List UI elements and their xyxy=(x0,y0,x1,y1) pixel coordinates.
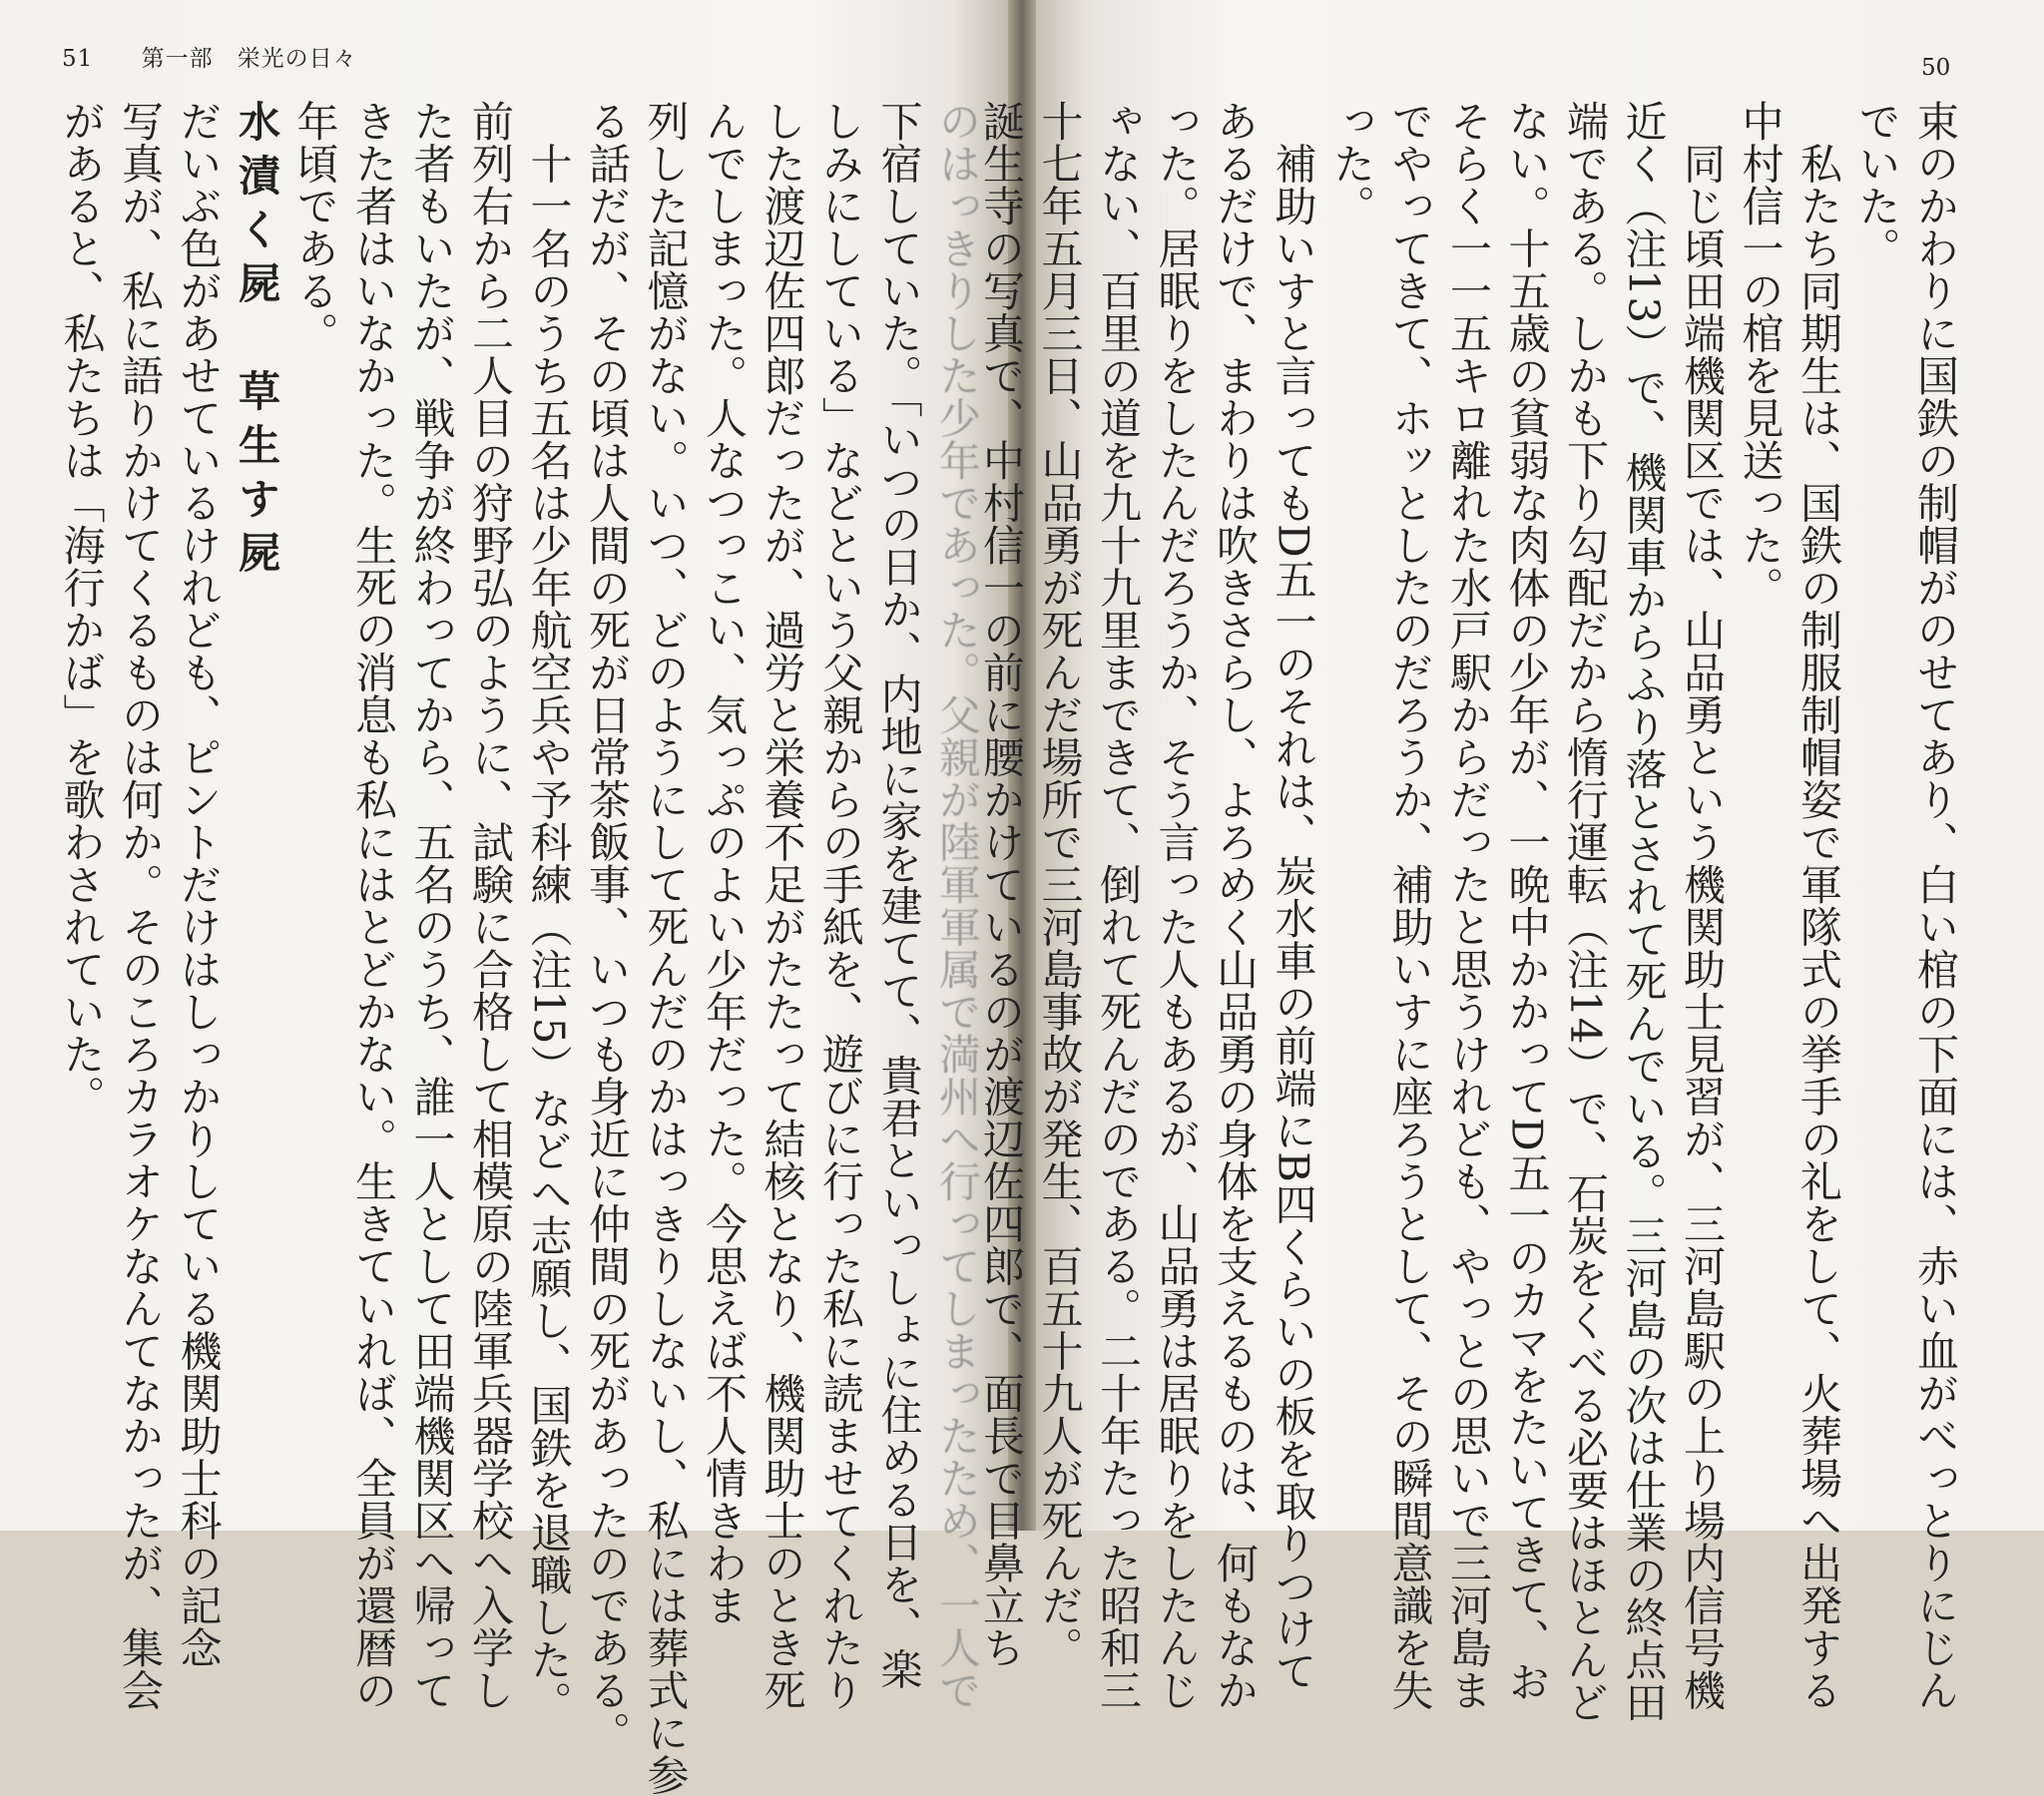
text-line: があると、私たちは「海行かば」を歌わされていた。 xyxy=(57,100,107,1118)
text-line: 同じ頃田端機関区では、山品勇という機関助士見習が、三河島駅の上り場内信号機 xyxy=(1678,100,1727,1711)
left-page-body xyxy=(57,100,986,1796)
running-head: 第一部 栄光の日々 xyxy=(141,46,357,72)
text-line: 私たち同期生は、国鉄の制服制帽姿で軍隊式の挙手の礼をして、火葬場へ出発する xyxy=(1794,100,1843,1711)
text-line: 端である。しかも下り勾配だから惰行運転（注14）で、石炭をくべる必要はほとんど xyxy=(1561,100,1610,1723)
right-page-body xyxy=(977,100,1964,1723)
text-line: しみにしている」などという父親からの手紙を、遊びに行った私に読ませてくれたり xyxy=(816,100,865,1711)
text-line: あるだけで、まわりは吹きさらし、よろめく山品勇の身体を支えるものは、何もなか xyxy=(1211,100,1260,1711)
text-line: 十一名のうち五名は少年航空兵や予科練（注15）などへ志願し、国鉄を退職した。 xyxy=(524,100,574,1723)
text-line: ゃない、百里の道を九十九里まできて、倒れて死んだのである。二十年たった昭和三 xyxy=(1094,100,1143,1711)
text-line: 列した記憶がない。いつ、どのようにして死んだのかはっきりしないし、私には葬式に参 xyxy=(641,100,691,1796)
text-line: 近く（注13）で、機関車からふり落とされて死んでいる。三河島の次は仕業の終点田 xyxy=(1619,100,1669,1723)
text-line: 束のかわりに国鉄の制帽がのせてあり、白い棺の下面には、赤い血がべっとりにじん xyxy=(1911,100,1960,1711)
text-line: だいぶ色があせているけれども、ピントだけはしっかりしている機関助士科の記念 xyxy=(174,100,224,1669)
text-line: でいた。 xyxy=(1852,100,1902,269)
right-page-number: 50 xyxy=(1921,55,1951,81)
text-line: った。居眠りをしたんだろうか、そう言った人もあるが、山品勇は居眠りをしたんじ xyxy=(1152,100,1202,1711)
text-line: そらく一一五キロ離れた水戸駅からだったと思うけれども、やっとの思いで三河島ま xyxy=(1444,100,1493,1711)
text-line: 下宿していた。「いつの日か、内地に家を建てて、貴君といっしょに住める日を、楽 xyxy=(874,100,924,1690)
left-page-header xyxy=(62,40,357,73)
text-line: 年頃である。 xyxy=(290,100,340,354)
text-line: んでしまった。人なつっこい、気っぷのよい少年だった。今思えば不人情きわま xyxy=(700,100,749,1626)
text-line: のはっきりした少年であった。父親が陸軍軍属で満州へ行ってしまったため、一人で xyxy=(933,100,982,1711)
text-line: 前列右から二人目の狩野弘のように、試験に合格して相模原の陸軍兵器学校へ入学し xyxy=(466,100,515,1711)
text-line: した渡辺佐四郎だったが、過労と栄養不足がたたって結核となり、機関助士のとき死 xyxy=(758,100,807,1711)
text-line: でやってきて、ホッとしたのだろうか、補助いすに座ろうとして、その瞬間意識を失 xyxy=(1385,100,1435,1711)
text-line: 補助いすと言ってもD五一のそれは、炭水車の前端にB四くらいの板を取りつけて xyxy=(1269,100,1318,1692)
text-line: 十七年五月三日、山品勇が死んだ場所で三河島事故が発生、百五十九人が死んだ。 xyxy=(1035,100,1085,1669)
text-line: きた者はいなかった。生死の消息も私にはとどかない。生きていれば、全員が還暦の xyxy=(349,100,398,1711)
section-heading: 水漬く屍 草生す屍 xyxy=(233,100,281,585)
text-line: 写真が、私に語りかけてくるものは何か。そのころカラオケなんてなかったが、集会 xyxy=(116,100,165,1711)
text-line: 中村信一の棺を見送った。 xyxy=(1736,100,1786,609)
text-line: ない。十五歳の貧弱な肉体の少年が、一晩中かかってD五一のカマをたいてきて、お xyxy=(1502,100,1552,1703)
left-page-number: 51 xyxy=(62,46,94,72)
text-line: た者もいたが、戦争が終わってから、五名のうち、誰一人として田端機関区へ帰って xyxy=(407,100,457,1711)
text-line: 誕生寺の写真で、中村信一の前に腰かけているのが渡辺佐四郎で、面長で目鼻立ち xyxy=(977,100,1026,1669)
text-line: る話だが、その頃は人間の死が日常茶飯事、いつも身近に仲間の死があったのである。 xyxy=(583,100,632,1754)
text-line: った。 xyxy=(1327,100,1376,227)
